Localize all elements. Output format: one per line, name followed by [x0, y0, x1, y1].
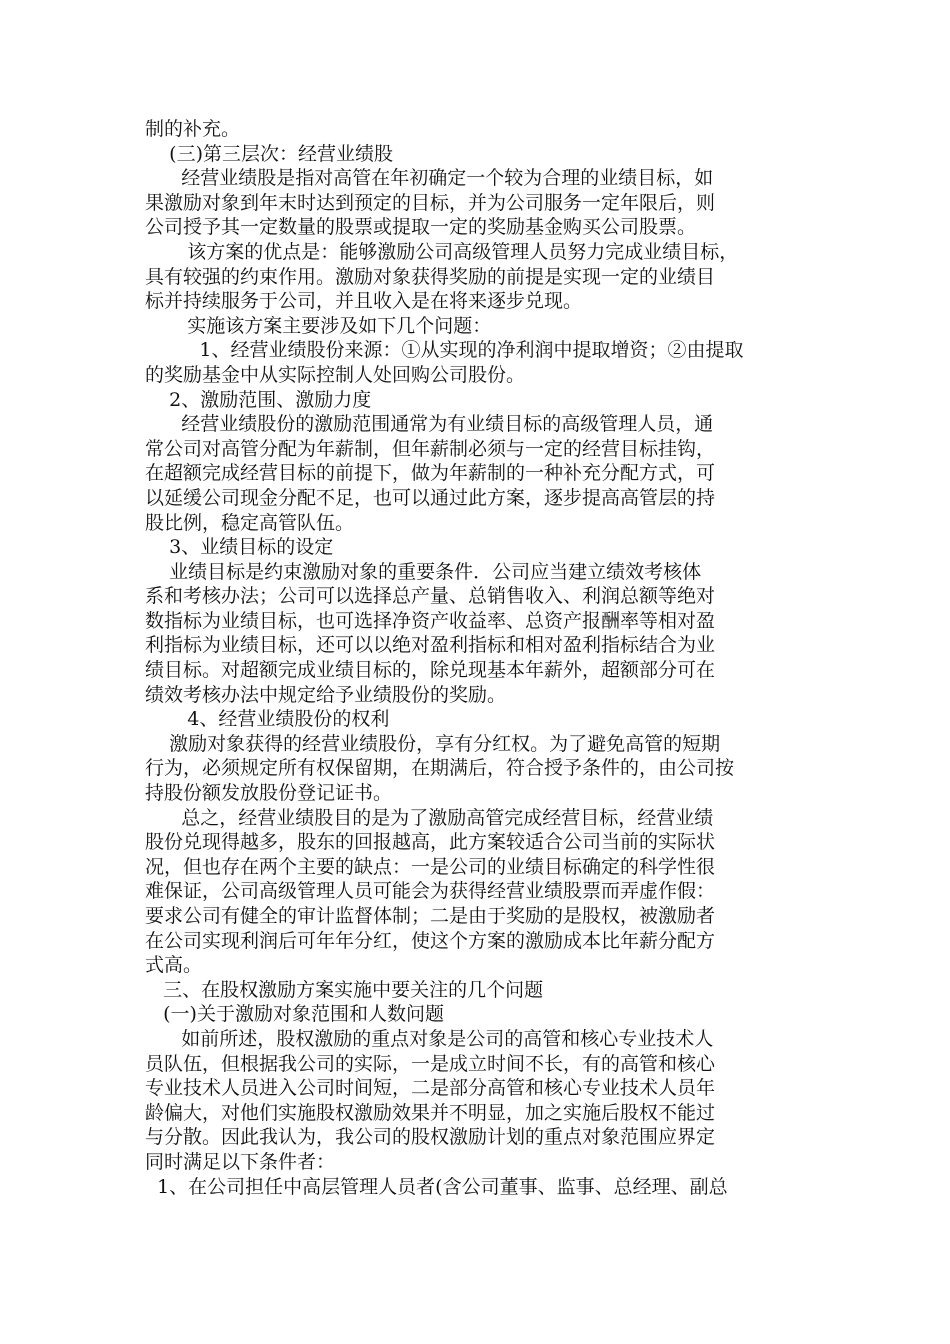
text-line: 的奖励基金中从实际控制人处回购公司股份。 [145, 363, 526, 386]
section-heading: (一)关于激励对象范围和人数问题 [145, 1003, 444, 1026]
text-line: 股比例，稳定高管队伍。 [145, 511, 355, 534]
text-line: 数指标为业绩目标，也可选择净资产收益率、总资产报酬率等相对盈 [145, 609, 716, 632]
section-heading: (三)第三层次：经营业绩股 [145, 142, 393, 165]
text-line: 激励对象获得的经营业绩股份，享有分红权。为了避免高管的短期 [145, 732, 721, 755]
text-line: 在公司实现利润后可年年分红，使这个方案的激励成本比年薪分配方 [145, 929, 716, 952]
text-line: 同时满足以下条件者： [145, 1150, 336, 1173]
text-line: 在超额完成经营目标的前提下，做为年薪制的一种补充分配方式，可 [145, 462, 716, 485]
text-line: 系和考核办法；公司可以选择总产量、总销售收入、利润总额等绝对 [145, 585, 716, 608]
text-line: 绩目标。对超额完成业绩目标的，除兑现基本年薪外，超额部分可在 [145, 659, 716, 682]
text-line: 经营业绩股份的激励范围通常为有业绩目标的高级管理人员，通 [145, 413, 714, 436]
document-body [145, 117, 809, 1199]
text-line: 难保证，公司高级管理人员可能会为获得经营业绩股票而弄虚作假： [145, 880, 716, 903]
text-line: 要求公司有健全的审计监督体制；二是由于奖励的是股权，被激励者 [145, 905, 716, 927]
text-line: 该方案的优点是：能够激励公司高级管理人员努力完成业绩目标， [145, 240, 739, 263]
text-line: 利指标为业绩目标，还可以以绝对盈利指标和相对盈利指标结合为业 [145, 634, 716, 657]
text-line: 员队伍，但根据我公司的实际，一是成立时间不长，有的高管和核心 [145, 1052, 716, 1075]
text-line: 行为，必须规定所有权保留期，在期满后，符合授予条件的，由公司按 [145, 757, 735, 780]
list-item: 1、经营业绩股份来源：①从实现的净利润中提取增资；②由提取 [145, 339, 744, 362]
text-line: 持股份额发放股份登记证书。 [145, 782, 393, 805]
text-line: 式高。 [145, 954, 203, 977]
text-line: 与分散。因此我认为，我公司的股权激励计划的重点对象范围应界定 [145, 1126, 716, 1149]
text-line: 具有较强的约束作用。激励对象获得奖励的前提是实现一定的业绩目 [145, 265, 716, 288]
list-item: 3、业绩目标的设定 [145, 536, 334, 559]
text-line: 果激励对象到年末时达到预定的目标，并为公司服务一定年限后，则 [145, 191, 716, 214]
text-line: 公司授予其一定数量的股票或提取一定的奖励基金购买公司股票。 [145, 216, 697, 239]
text-line: 总之，经营业绩股目的是为了激励高管完成经营目标，经营业绩 [145, 806, 714, 829]
list-item: 4、经营业绩股份的权利 [145, 708, 390, 731]
text-line: 以延缓公司现金分配不足，也可以通过此方案，逐步提高高管层的持 [145, 486, 716, 509]
text-line: 业绩目标是约束激励对象的重要条件．公司应当建立绩效考核体 [145, 560, 702, 583]
text-line: 绩效考核办法中规定给予业绩股份的奖励。 [145, 683, 507, 706]
list-item: 1、在公司担任中高层管理人员者(含公司董事、监事、总经理、副总 [145, 1175, 728, 1198]
text-line: 实施该方案主要涉及如下几个问题： [145, 314, 492, 337]
text-line: 制的补充。 [145, 118, 241, 140]
text-line: 如前所述，股权激励的重点对象是公司的高管和核心专业技术人 [145, 1027, 714, 1050]
text-line: 经营业绩股是指对高管在年初确定一个较为合理的业绩目标，如 [145, 167, 714, 190]
text-line: 龄偏大，对他们实施股权激励效果并不明显，加之实施后股权不能过 [145, 1101, 716, 1124]
text-line: 况，但也存在两个主要的缺点：一是公司的业绩目标确定的科学性很 [145, 855, 716, 878]
section-heading: 三、在股权激励方案实施中要关注的几个问题 [145, 978, 544, 1001]
text-line: 股份兑现得越多，股东的回报越高，此方案较适合公司当前的实际状 [145, 831, 716, 854]
text-line: 专业技术人员进入公司时间短，二是部分高管和核心专业技术人员年 [145, 1077, 716, 1100]
list-item: 2、激励范围、激励力度 [145, 388, 372, 411]
text-line: 常公司对高管分配为年薪制，但年薪制必须与一定的经营目标挂钩， [145, 437, 716, 460]
text-line: 标并持续服务于公司，并且收入是在将来逐步兑现。 [145, 290, 583, 313]
